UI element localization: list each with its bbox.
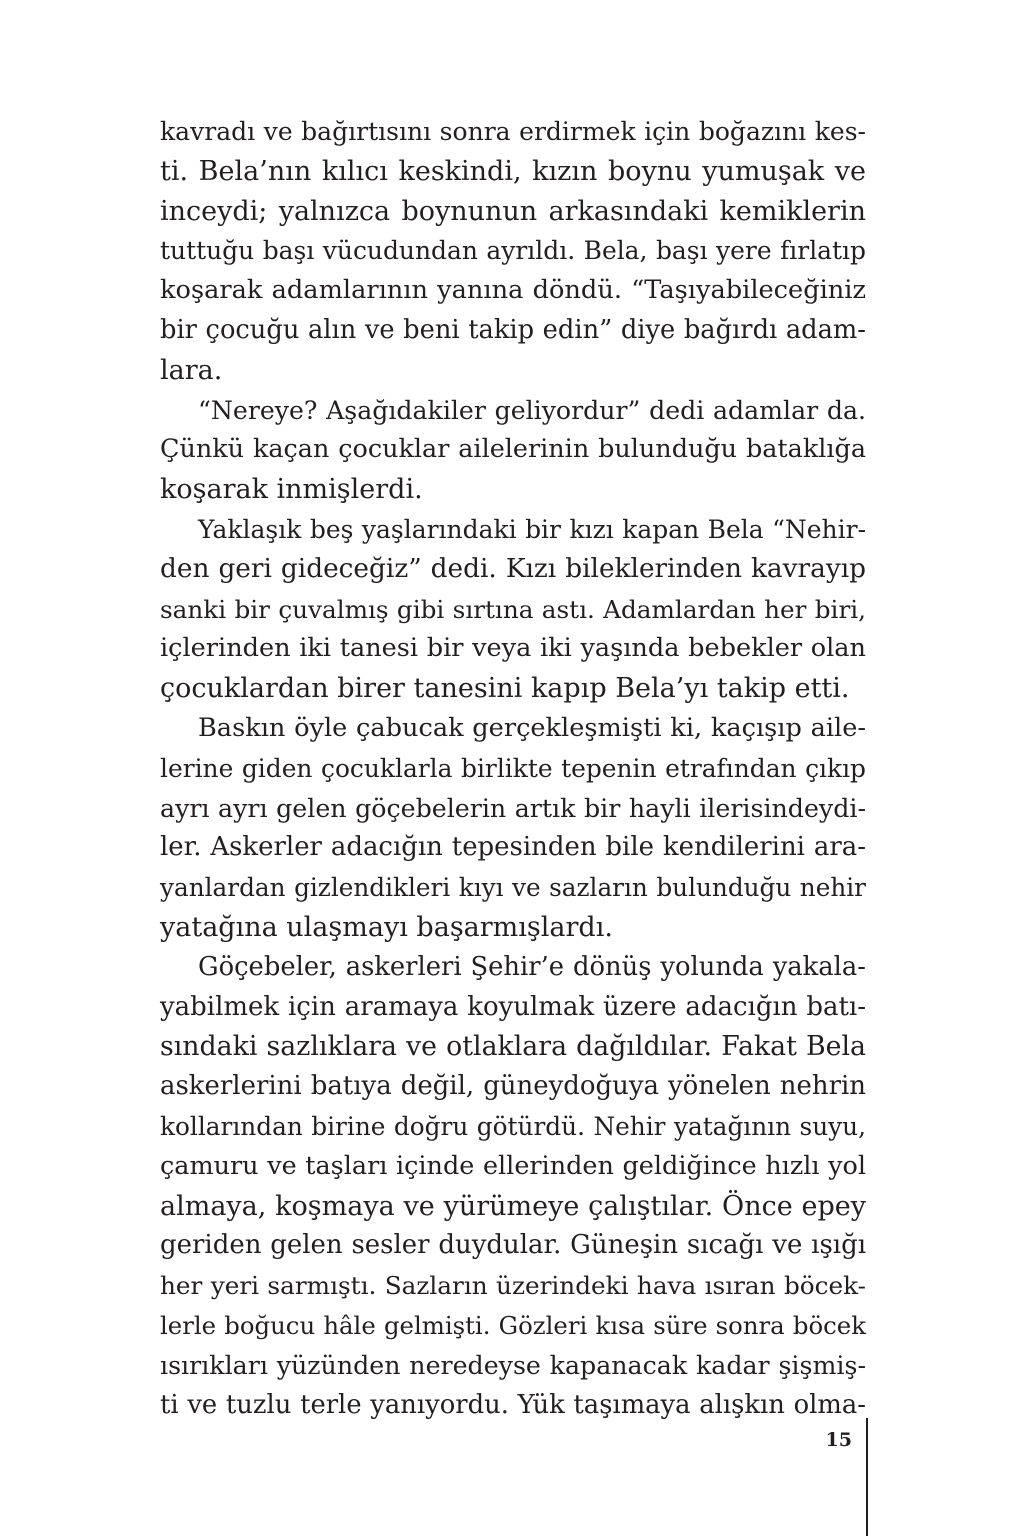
text-line: her yeri sarmıştı. Sazların üzerindeki hava ısıran böcek- — [160, 1271, 866, 1301]
text-line: Yaklaşık beş yaşlarındaki bir kızı kapan Bela “Nehir- — [198, 514, 866, 544]
text-line: kavradı ve bağırtısını sonra erdirmek için boğazını kes- — [160, 117, 866, 146]
text-line: lara. — [160, 354, 223, 386]
text-line: ler. Askerler adacığın tepesinden bile kendilerini ara- — [160, 832, 866, 863]
text-line: ayrı ayrı gelen göçebelerin artık bir hayli ilerisindeydi- — [160, 793, 866, 823]
body-text — [160, 112, 866, 1425]
text-line: ti. Bela’nın kılıcı keskindi, kızın boynu yumuşak ve — [160, 155, 866, 187]
text-line: den geri gideceğiz” dedi. Kızı bileklerinden kavrayıp — [160, 553, 866, 584]
page-number: 15 — [825, 1429, 852, 1451]
text-line: yanlardan gizlendikleri kıyı ve sazların bulunduğu nehir — [160, 873, 866, 903]
text-line: geriden gelen sesler duydular. Güneşin sıcağı ve ışığı — [160, 1230, 866, 1261]
text-line: koşarak adamlarının yanına döndü. “Taşıyabileceğiniz — [160, 275, 866, 306]
text-line: çocuklardan birer tanesini kapıp Bela’yı takip etti. — [160, 673, 850, 705]
text-line: kollarından birine doğru götürdü. Nehir yatağının suyu, — [160, 1111, 866, 1141]
text-line: bir çocuğu alın ve beni takip edin” diye bağırdı adam- — [160, 314, 866, 345]
text-line: “Nereye? Aşağıdakiler geliyordur” dedi adamlar da. — [198, 395, 866, 425]
text-line: tuttuğu başı vücudundan ayrıldı. Bela, başı yere fırlatıp — [160, 236, 866, 266]
text-line: koşarak inmişlerdi. — [160, 474, 423, 506]
text-line: içlerinden iki tanesi bir veya iki yaşında bebekler olan — [160, 633, 866, 664]
text-line: askerlerini batıya değil, güneydoğuya yönelen nehrin — [160, 1071, 866, 1102]
text-line: yatağına ulaşmayı başarmışlardı. — [160, 911, 613, 943]
text-line: almaya, koşmaya ve yürümeye çalıştılar. Önce epey — [160, 1190, 866, 1222]
text-line: Baskın öyle çabucak gerçekleşmişti ki, kaçışıp aile- — [198, 712, 866, 743]
text-line: yabilmek için aramaya koyulmak üzere adacığın batı- — [160, 991, 866, 1022]
text-line: sanki bir çuvalmış gibi sırtına astı. Adamlardan her biri, — [160, 594, 866, 624]
text-line: ti ve tuzlu terle yanıyordu. Yük taşımaya alışkın olma- — [160, 1389, 866, 1420]
text-line: Çünkü kaçan çocuklar ailelerinin bulunduğu bataklığa — [160, 434, 866, 465]
margin-rule — [866, 1418, 868, 1536]
text-line: ısırıkları yüzünden neredeyse kapanacak kadar şişmiş- — [160, 1350, 866, 1380]
text-line: inceydi; yalnızca boynunun arkasındaki kemiklerin — [160, 195, 866, 227]
text-line: lerine giden çocuklarla birlikte tepenin etrafından çıkıp — [160, 753, 866, 783]
text-line: sındaki sazlıklara ve otlaklara dağıldılar. Fakat Bela — [160, 1031, 866, 1063]
text-line: Göçebeler, askerleri Şehir’e dönüş yolunda yakala- — [198, 951, 866, 982]
text-line: lerle boğucu hâle gelmişti. Gözleri kısa süre sonra böcek — [160, 1310, 866, 1340]
text-line: çamuru ve taşları içinde ellerinden geldiğince hızlı yol — [160, 1150, 866, 1181]
